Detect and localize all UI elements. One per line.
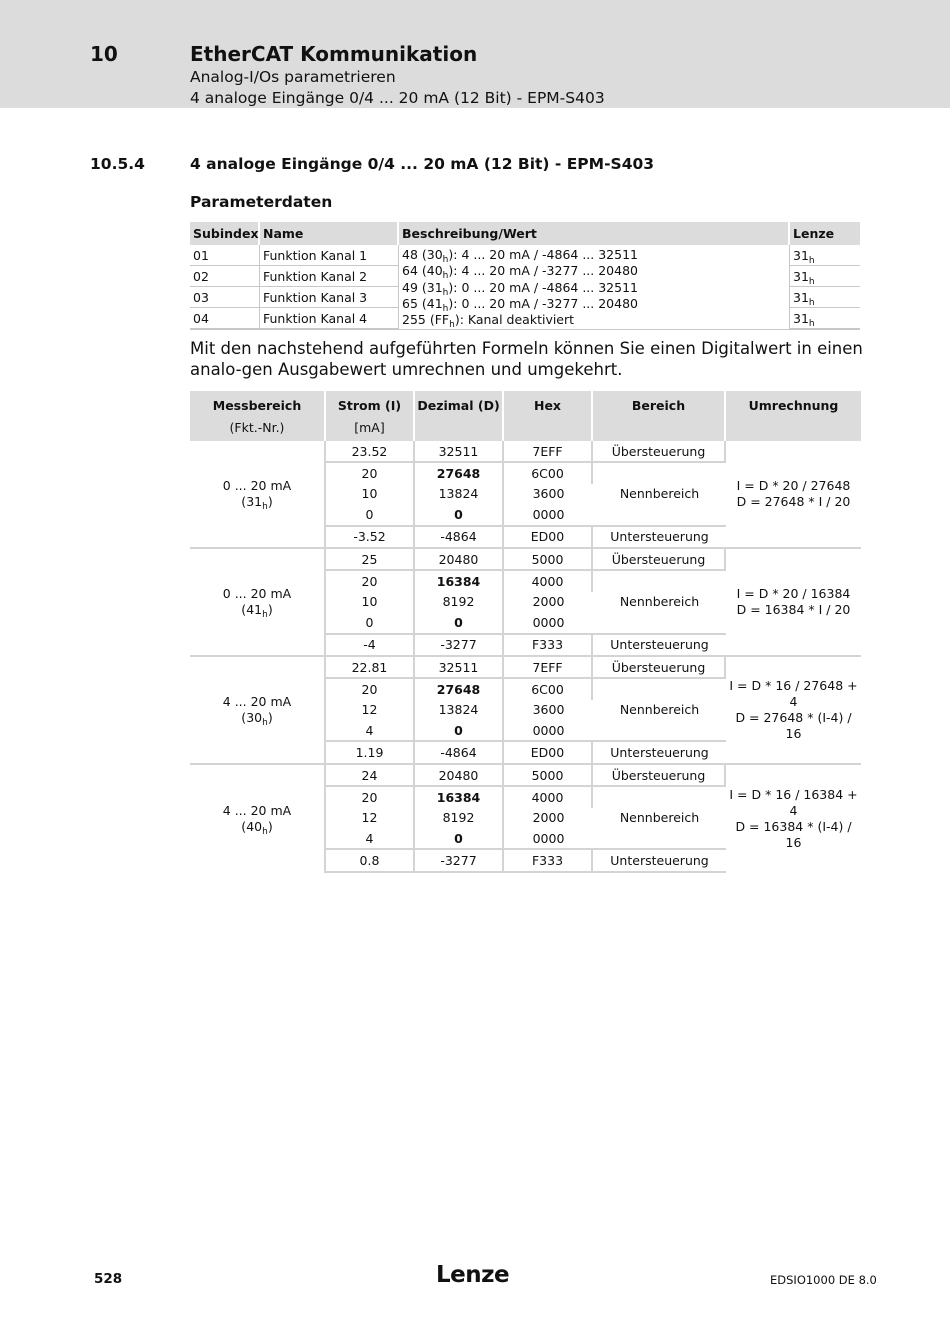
table-row (190, 655, 861, 677)
header-subtitle-1: Analog-I/Os parametrieren (190, 68, 396, 86)
range-label-cell: Übersteuerung (593, 441, 726, 461)
current-cell: -4 (326, 633, 415, 655)
decimal-cell: 0 (415, 828, 504, 848)
range-label-cell: Nennbereich (593, 785, 726, 848)
name-cell: Funktion Kanal 3 (260, 287, 399, 308)
description-line: 255 $(FF_h)$: Kanal deaktiviert (402, 312, 575, 331)
hex-cell: 4000 (504, 569, 593, 591)
col-name: Name (260, 222, 399, 245)
decimal-cell: -3277 (415, 633, 504, 655)
decimal-cell: 16384 (415, 569, 504, 591)
measuring-range-cell: 4 ... 20 mA $(40_h)$ (190, 763, 326, 873)
current-cell: 1.19 (326, 740, 415, 762)
current-cell: 20 (326, 677, 415, 699)
current-cell: 20 (326, 461, 415, 483)
decimal-cell: 20480 (415, 547, 504, 569)
current-cell: -3.52 (326, 525, 415, 547)
decimal-cell: 13824 (415, 484, 504, 504)
col-strom: Strom (I) [mA] (326, 391, 415, 441)
formula-cell: I = D * 16 / 16384 + 4 D = 16384 * (I-4) / 16 (726, 763, 861, 873)
hex-cell: 2000 (532, 810, 565, 826)
parameter-table (190, 222, 860, 330)
current-cell: 4 (326, 720, 415, 740)
lenze-cell: $31_h$ (790, 308, 860, 330)
parameter-table-header (190, 222, 860, 245)
decimal-cell: -4864 (415, 740, 504, 762)
range-label-cell: Untersteuerung (593, 848, 726, 872)
header-subtitle-2: 4 analoge Eingänge 0/4 ... 20 mA (12 Bit) - EPM-S403 (190, 89, 605, 107)
lenze-logo: Lenze (436, 1262, 510, 1288)
hex-cell: ED00 (504, 525, 593, 547)
hex-cell: 3600 (532, 702, 565, 718)
decimal-cell: 32511 (415, 441, 504, 461)
table-row (190, 245, 860, 266)
measuring-range-cell: 0 ... 20 mA $(41_h)$ (190, 547, 326, 655)
range-label-cell: Nennbereich (593, 569, 726, 632)
decimal-cell: 27648 (415, 677, 504, 699)
decimal-cell: 0 (415, 720, 504, 740)
hex-cell: 5000 (504, 763, 593, 785)
current-cell: 10 (326, 484, 415, 504)
name-cell: Funktion Kanal 2 (260, 266, 399, 287)
range-label-cell: Untersteuerung (593, 740, 726, 762)
hex-cell: 6C00 (504, 461, 593, 483)
decimal-cell: -4864 (415, 525, 504, 547)
col-lenze: Lenze (790, 222, 860, 245)
col-bereich: Bereich (593, 391, 726, 441)
col-dezimal: Dezimal (D) (415, 391, 504, 441)
formula-cell: I = D * 20 / 16384 D = 16384 * I / 20 (726, 547, 861, 655)
table-row (190, 441, 861, 461)
current-cell: 25 (326, 547, 415, 569)
range-label-cell: Nennbereich (593, 677, 726, 740)
col-hex: Hex (504, 391, 593, 441)
intro-paragraph: Mit den nachstehend aufgeführten Formeln können Sie einen Digitalwert in einen analo-gen Ausgabewert umrechnen und umgekehrt. (190, 339, 863, 379)
hex-cell: 4000 (504, 785, 593, 807)
subindex-cell: 04 (190, 308, 260, 330)
description-line: 65 $(41_h)$: 0 ... 20 mA / -3277 ... 20480 (402, 295, 638, 314)
range-label-cell: Untersteuerung (593, 633, 726, 655)
table-row (190, 547, 861, 569)
name-cell: Funktion Kanal 4 (260, 308, 399, 330)
chapter-number: 10 (90, 42, 118, 66)
hex-cell: 6C00 (504, 677, 593, 699)
table-row (190, 763, 861, 785)
hex-cell: F333 (504, 848, 593, 872)
lenze-cell: $31_h$ (790, 245, 860, 266)
conversion-table (190, 391, 861, 873)
lenze-cell: $31_h$ (790, 287, 860, 308)
range-label-cell: Übersteuerung (593, 547, 726, 569)
current-cell: 0 (326, 504, 415, 524)
hex-cell: 0000 (532, 722, 565, 738)
range-label-cell: Übersteuerung (593, 763, 726, 785)
current-cell: 24 (326, 763, 415, 785)
decimal-cell: 0 (415, 612, 504, 632)
current-cell: 20 (326, 785, 415, 807)
decimal-cell: 8192 (415, 592, 504, 612)
formula-cell: I = D * 20 / 27648 D = 27648 * I / 20 (736, 477, 851, 509)
page-number: 528 (94, 1271, 123, 1287)
subindex-cell: 02 (190, 266, 260, 287)
current-cell: 22.81 (326, 655, 415, 677)
description-line: 49 $(31_h)$: 0 ... 20 mA / -4864 ... 32511 (402, 279, 638, 298)
current-cell: 12 (326, 700, 415, 720)
subindex-cell: 01 (190, 245, 260, 266)
hex-cell: 5000 (504, 547, 593, 569)
decimal-cell: 16384 (415, 785, 504, 807)
description-cell (399, 245, 790, 330)
decimal-cell: -3277 (415, 848, 504, 872)
decimal-cell: 8192 (415, 808, 504, 828)
decimal-cell: 27648 (415, 461, 504, 483)
section-title: 4 analoge Eingänge 0/4 ... 20 mA (12 Bit) - EPM-S403 (190, 155, 655, 173)
current-cell: 0 (326, 612, 415, 632)
current-cell: 10 (326, 592, 415, 612)
conversion-table-header (190, 391, 861, 441)
decimal-cell: 20480 (415, 763, 504, 785)
description-line: 64 $(40_h)$: 4 ... 20 mA / -3277 ... 20480 (402, 263, 638, 282)
decimal-cell: 32511 (415, 655, 504, 677)
hex-cell: 7EFF (504, 655, 593, 677)
col-description: Beschreibung/Wert (399, 222, 790, 245)
hex-cell: 0000 (532, 830, 565, 846)
col-messbereich: Messbereich (Fkt.-Nr.) (190, 391, 326, 441)
hex-cell: 3600 (532, 486, 565, 502)
current-cell: 20 (326, 569, 415, 591)
document-reference: EDSIO1000 DE 8.0 (770, 1273, 877, 1287)
current-cell: 0.8 (326, 848, 415, 872)
formula-cell: I = D * 16 / 27648 + 4 D = 27648 * (I-4) / 16 (726, 655, 861, 763)
range-label-cell: Nennbereich (593, 461, 726, 524)
hex-cell: ED00 (504, 740, 593, 762)
current-cell: 12 (326, 808, 415, 828)
description-line: 48 $(30_h)$: 4 ... 20 mA / -4864 ... 32511 (402, 247, 638, 265)
section-number: 10.5.4 (90, 155, 145, 173)
subindex-cell: 03 (190, 287, 260, 308)
name-cell: Funktion Kanal 1 (260, 245, 399, 266)
current-cell: 23.52 (326, 441, 415, 461)
hex-cell: F333 (504, 633, 593, 655)
range-label-cell: Übersteuerung (593, 655, 726, 677)
col-subindex: Subindex (190, 222, 260, 245)
hex-cell: 0000 (532, 506, 565, 522)
hex-cell: 0000 (532, 614, 565, 630)
current-cell: 4 (326, 828, 415, 848)
parameter-data-heading: Parameterdaten (190, 193, 333, 211)
col-umrechnung: Umrechnung (726, 391, 861, 441)
hex-cell: 2000 (532, 594, 565, 610)
range-label-cell: Untersteuerung (593, 525, 726, 547)
lenze-cell: $31_h$ (790, 266, 860, 287)
measuring-range-cell: 0 ... 20 mA $(31_h)$ (190, 441, 326, 547)
decimal-cell: 0 (415, 504, 504, 524)
measuring-range-cell: 4 ... 20 mA $(30_h)$ (190, 655, 326, 763)
chapter-title: EtherCAT Kommunikation (190, 42, 478, 66)
decimal-cell: 13824 (415, 700, 504, 720)
hex-cell: 7EFF (504, 441, 593, 461)
